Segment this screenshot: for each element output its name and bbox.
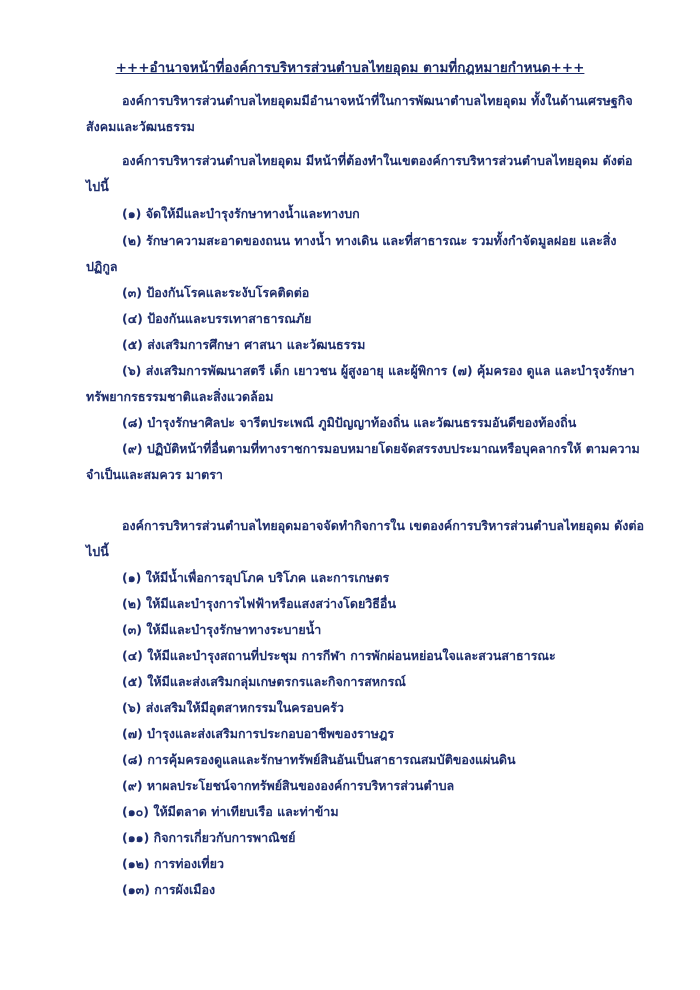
optional-item: (๙) หาผลประโยชน์จากทรัพย์สินขององค์การบริหารส่วนตำบล xyxy=(122,778,455,793)
optional-item: (๑) ให้มีน้ำเพื่อการอุปโภค บริโภค และการเกษตร xyxy=(122,570,390,585)
duty-item: (๓) ป้องกันโรคและระงับโรคติดต่อ xyxy=(122,285,310,300)
optional-heading: องค์การบริหารส่วนตำบลไทยอุดมอาจจัดทำกิจการใน เขตองค์การบริหารส่วนตำบลไทยอุดม ดังต่อไปนี้ xyxy=(86,518,644,559)
intro-paragraph: องค์การบริหารส่วนตำบลไทยอุดมมีอำนาจหน้าที่ในการพัฒนาตำบลไทยอุดม ทั้งในด้านเศรษฐกิจ สังคมและวัฒนธรรม xyxy=(86,93,633,134)
optional-item: (๑๒) การท่องเที่ยว xyxy=(122,856,224,871)
duties-heading: องค์การบริหารส่วนตำบลไทยอุดม มีหน้าที่ต้องทำในเขตองค์การบริหารส่วนตำบลไทยอุดม ดังต่อไปนี้ xyxy=(86,153,633,194)
optional-item: (๑๐) ให้มีตลาด ท่าเทียบเรือ และท่าข้าม xyxy=(122,804,339,819)
duty-item: (๕) ส่งเสริมการศึกษา ศาสนา และวัฒนธรรม xyxy=(122,337,366,352)
optional-item: (๒) ให้มีและบำรุงการไฟฟ้าหรือแสงสว่างโดยวิธีอื่น xyxy=(122,596,396,611)
optional-item: (๗) บำรุงและส่งเสริมการประกอบอาชีพของราษฎร xyxy=(122,726,395,741)
optional-item: (๑๑) กิจการเกี่ยวกับการพาณิชย์ xyxy=(122,830,296,845)
optional-item: (๓) ให้มีและบำรุงรักษาทางระบายน้ำ xyxy=(122,622,322,637)
optional-item: (๘) การคุ้มครองดูแลและรักษาทรัพย์สินอันเป็นสาธารณสมบัติของแผ่นดิน xyxy=(122,752,516,767)
optional-item: (๑๓) การผังเมือง xyxy=(122,882,216,897)
duty-item: (๑) จัดให้มีและบำรุงรักษาทางน้ำและทางบก xyxy=(122,206,360,221)
optional-item: (๖) ส่งเสริมให้มีอุตสาหกรรมในครอบครัว xyxy=(122,700,344,715)
page-title: +++อำนาจหน้าที่องค์การบริหารส่วนตำบลไทยอุดม ตามที่กฎหมายกำหนด+++ xyxy=(115,60,585,76)
optional-item: (๔) ให้มีและบำรุงสถานที่ประชุม การกีฬา การพักผ่อนหย่อนใจและสวนสาธารณะ xyxy=(122,648,556,663)
duty-item: (๔) ป้องกันและบรรเทาสาธารณภัย xyxy=(122,311,312,326)
duty-item: (๖) ส่งเสริมการพัฒนาสตรี เด็ก เยาวชน ผู้สูงอายุ และผู้พิการ (๗) คุ้มครอง ดูแล และบำรุงรักษาทรัพยากรธรรมชาติและสิ่งแวดล้อม xyxy=(86,363,635,404)
duty-item: (๙) ปฏิบัติหน้าที่อื่นตามที่ทางราชการมอบหมายโดยจัดสรรงบประมาณหรือบุคลากรให้ ตามความจำเป็นและสมควร มาตรา xyxy=(86,441,640,482)
duty-item: (๒) รักษาความสะอาดของถนน ทางน้ำ ทางเดิน และที่สาธารณะ รวมทั้งกำจัดมูลฝอย และสิ่งปฏิกูล xyxy=(86,233,617,274)
optional-item: (๕) ให้มีและส่งเสริมกลุ่มเกษตรกรและกิจการสหกรณ์ xyxy=(122,674,406,689)
duty-item: (๘) บำรุงรักษาศิลปะ จารีตประเพณี ภูมิปัญญาท้องถิ่น และวัฒนธรรมอันดีของท้องถิ่น xyxy=(122,415,577,430)
